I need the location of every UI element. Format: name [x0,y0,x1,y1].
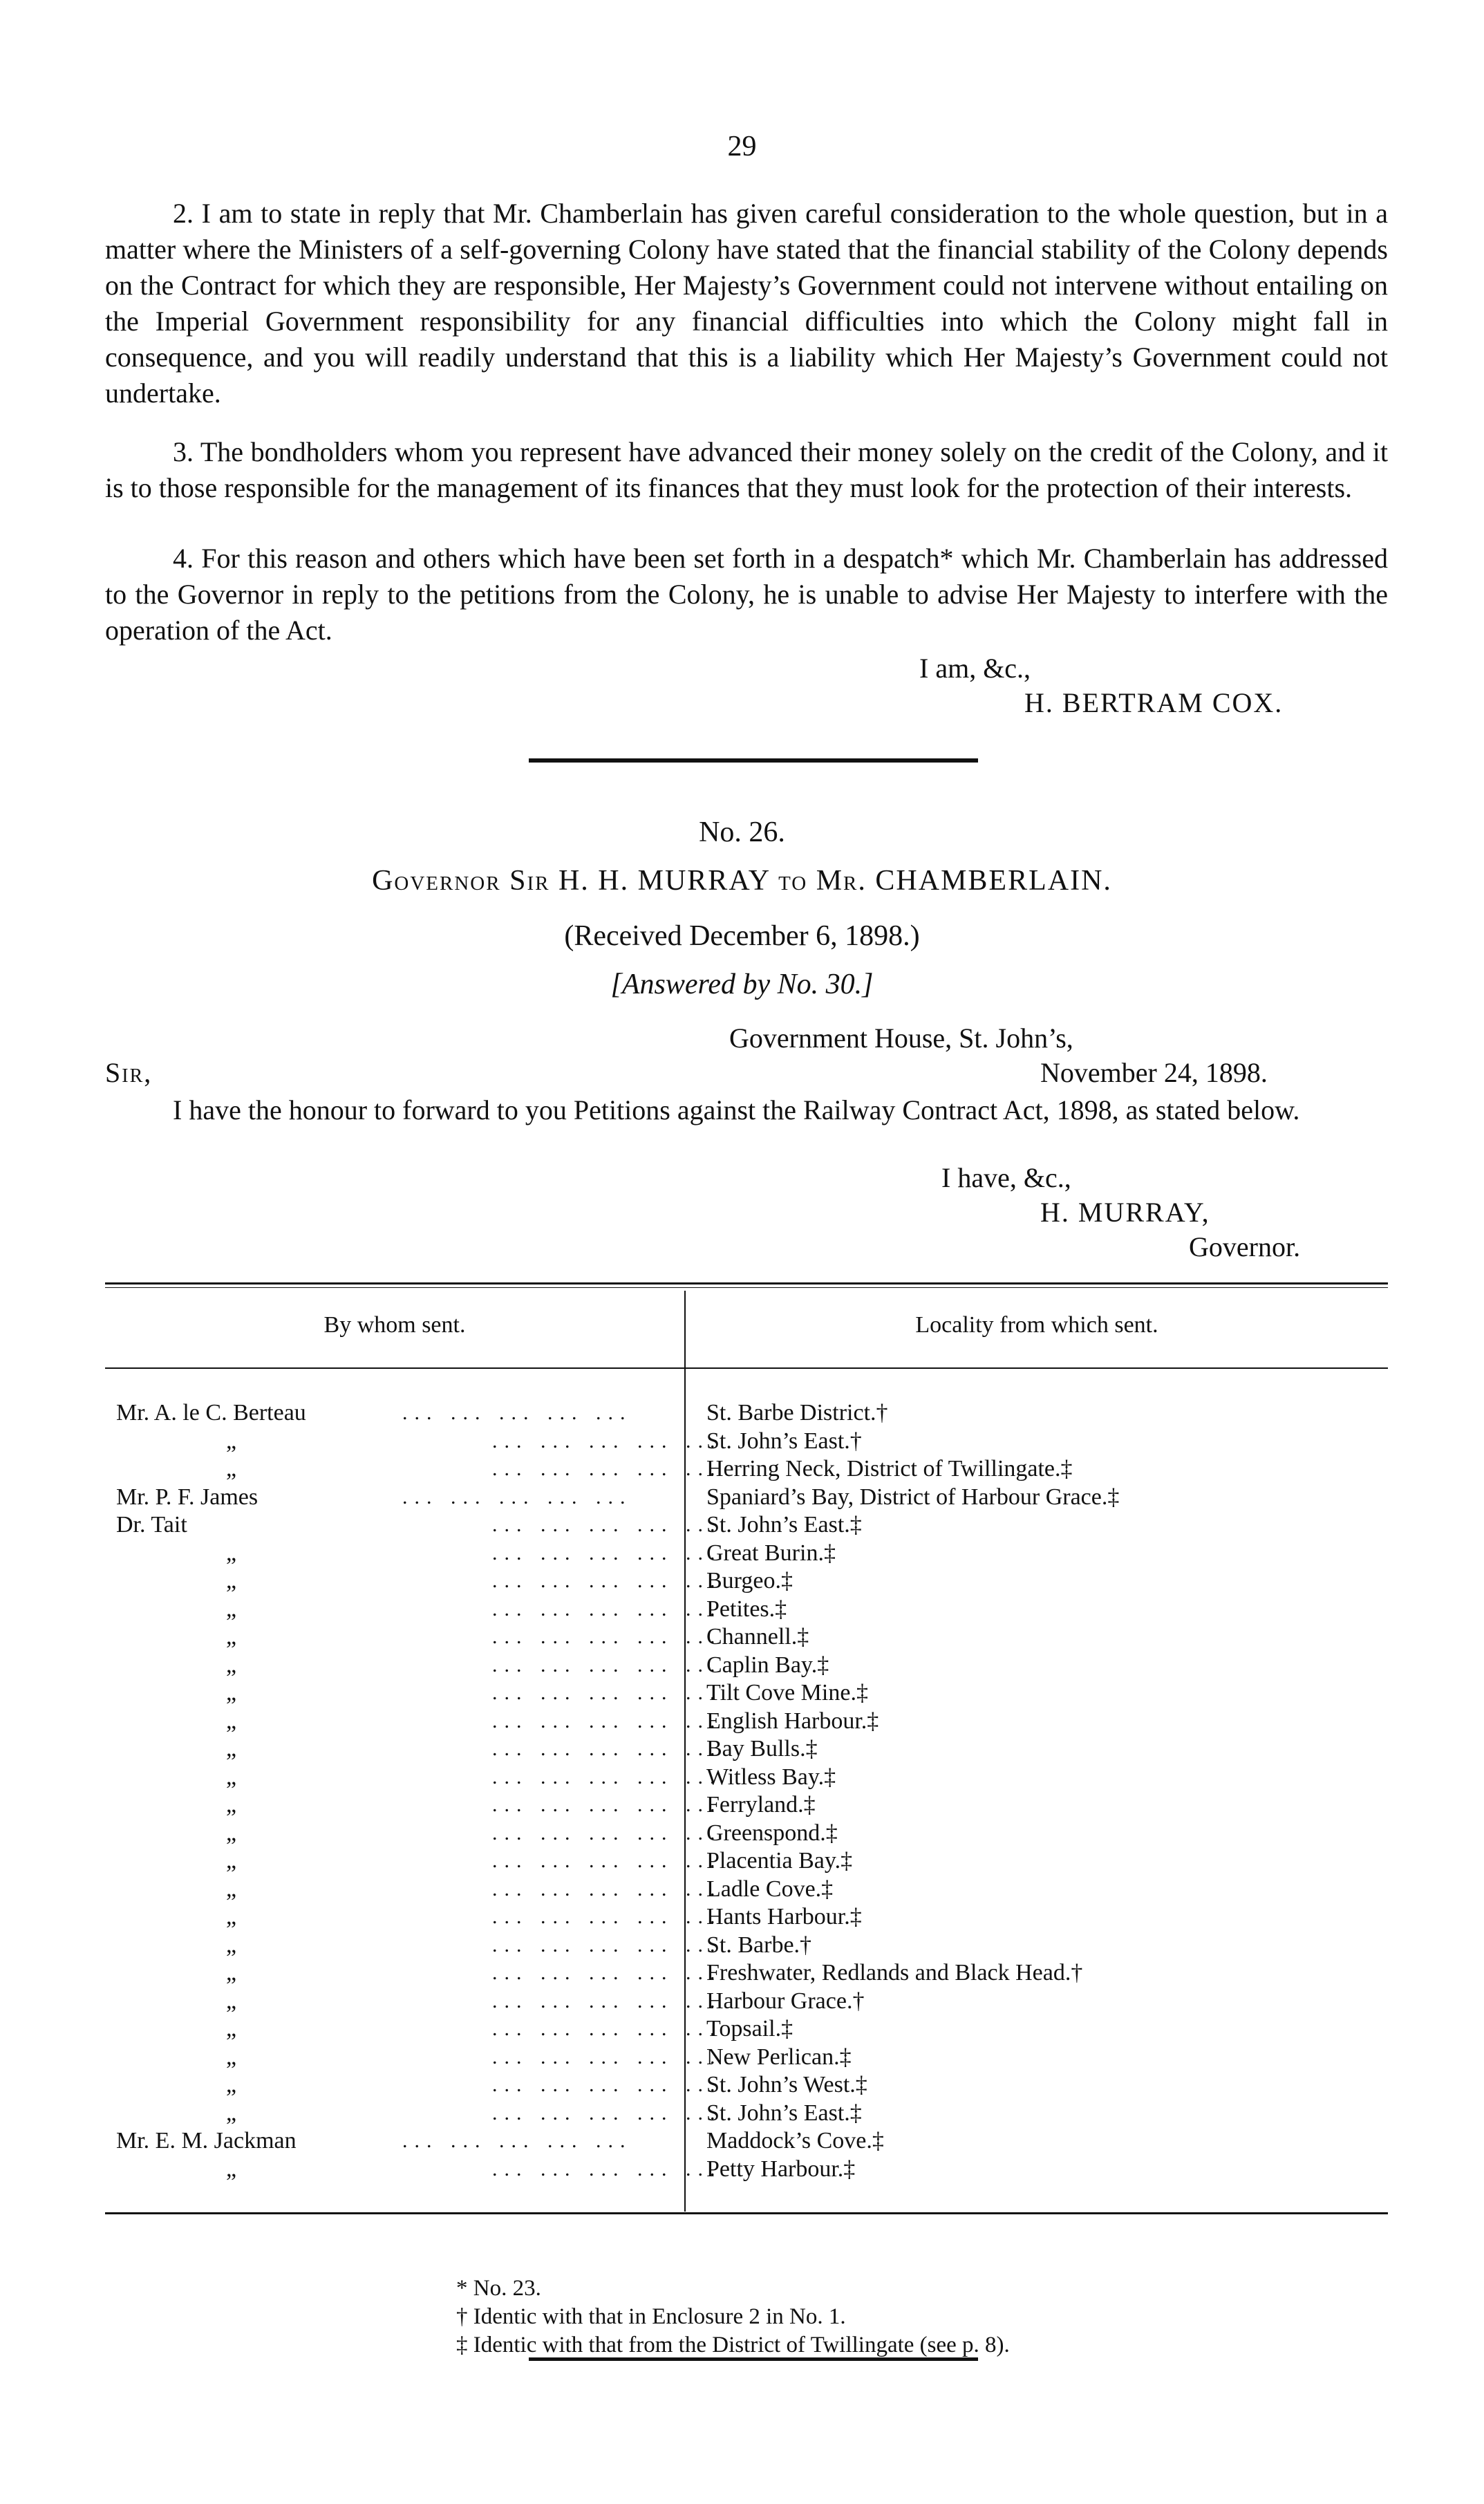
footnote: † Identic with that in Enclosure 2 in No. 1. [456,2304,846,2329]
row-leader-dots: ... ... ... ... ... [402,1401,632,1424]
despatch-salutation: Sir, [105,1057,153,1088]
row-locality: Bay Bulls.‡ [706,1736,818,1762]
table-body [105,1399,1388,2183]
row-sender: Mr. P. F. James [116,1484,259,1510]
table-header-rule [105,1367,1388,1369]
table-row [105,1540,1388,1568]
row-locality: St. John’s East.‡ [706,2100,862,2126]
row-leader-dots: ... ... ... ... ... [492,1989,722,2012]
row-sender: „ [226,1624,237,1650]
row-sender: „ [226,1568,237,1594]
row-leader-dots: ... ... ... ... ... [492,1765,722,1788]
row-sender: Mr. E. M. Jackman [116,2128,297,2153]
row-sender: „ [226,1904,237,1930]
row-leader-dots: ... ... ... ... ... [492,1429,722,1452]
section-divider [529,758,978,763]
letter-paragraph-4: 4. For this reason and others which have been set forth in a despatch* which Mr. Chamberlain has addressed to the Governor in reply to the petitions from the Colony, he is unable to advise Her Majesty to interfere with the operation of the Act. [105,543,1388,646]
row-sender: „ [226,1820,237,1846]
row-sender: „ [226,1960,237,1986]
row-leader-dots: ... ... ... ... ... [402,1485,632,1508]
table-row [105,1652,1388,1680]
table-row [105,1567,1388,1596]
row-leader-dots: ... ... ... ... ... [492,1513,722,1536]
row-leader-dots: ... ... ... ... ... [492,1625,722,1648]
row-locality: Petites.‡ [706,1596,787,1622]
row-sender: Dr. Tait [116,1512,187,1538]
row-leader-dots: ... ... ... ... ... [492,2157,722,2180]
row-locality: Topsail.‡ [706,2016,793,2041]
row-sender: „ [226,1456,237,1482]
despatch-heading: Governor Sir H. H. MURRAY to Mr. CHAMBERLAIN. [372,865,1112,897]
received-date: (Received December 6, 1898.) [564,920,920,952]
row-leader-dots: ... ... ... ... ... [492,1961,722,1984]
row-sender: „ [226,2016,237,2041]
row-locality: Tilt Cove Mine.‡ [706,1680,868,1706]
row-sender: „ [226,1540,237,1566]
despatch-signature: H. MURRAY, [1040,1197,1210,1228]
table-row [105,1932,1388,1960]
despatch-closing: I have, &c., [941,1162,1071,1193]
table-row [105,1876,1388,1904]
row-leader-dots: ... ... ... ... ... [492,2045,722,2068]
letter-paragraph-2: 2. I am to state in reply that Mr. Chamberlain has given careful consideration to the whole question, but in a matter where the Ministers of a self-governing Colony have stated that the financial stability of the Colony depends on the Contract for which they are responsible, Her Majesty’s Government could not intervene without entailing on the Imperial Government responsibility for any financial difficulties into which the Colony might fall in consequence, and you will readily understand that this is a liability which Her Majesty’s Government could not undertake. [105,198,1388,409]
row-sender: „ [226,2044,237,2070]
row-locality: Burgeo.‡ [706,1568,793,1594]
table-row [105,2100,1388,2128]
row-leader-dots: ... ... ... ... ... [492,1737,722,1760]
despatch-address: Government House, St. John’s, [729,1022,1073,1054]
table-row [105,1708,1388,1736]
footnote: * No. 23. [456,2276,541,2301]
row-leader-dots: ... ... ... ... ... [492,1849,722,1872]
table-row [105,2156,1388,2184]
table-row [105,1679,1388,1708]
despatch-body: I have the honour to forward to you Petitions against the Railway Contract Act, 1898, as stated below. [173,1094,1300,1125]
row-locality: St. Barbe District.† [706,1400,888,1426]
row-sender: „ [226,1652,237,1678]
table-top-rule-thin [105,1287,1388,1288]
table-row [105,1791,1388,1820]
row-sender: „ [226,1792,237,1818]
table-row [105,1988,1388,2016]
letter-signature: H. BERTRAM COX. [1024,687,1284,718]
table-row [105,1959,1388,1988]
row-sender: „ [226,1596,237,1622]
row-locality: Witless Bay.‡ [706,1764,836,1790]
table-row [105,1764,1388,1792]
row-leader-dots: ... ... ... ... ... [402,2129,632,2152]
table-row [105,2071,1388,2100]
despatch-date: November 24, 1898. [1040,1057,1268,1088]
footnote: ‡ Identic with that from the District of Twillingate (see p. 8). [456,2333,1010,2357]
row-leader-dots: ... ... ... ... ... [492,1709,722,1732]
row-leader-dots: ... ... ... ... ... [492,1933,722,1956]
row-leader-dots: ... ... ... ... ... [492,2101,722,2124]
row-locality: St. John’s East.† [706,1428,862,1454]
row-locality: Herring Neck, District of Twillingate.‡ [706,1456,1073,1482]
row-leader-dots: ... ... ... ... ... [492,2073,722,2096]
row-sender: „ [226,1988,237,2014]
table-bottom-rule [105,2212,1388,2214]
row-locality: Petty Harbour.‡ [706,2156,856,2182]
table-row [105,1455,1388,1484]
row-leader-dots: ... ... ... ... ... [492,1877,722,1900]
row-sender: „ [226,1932,237,1958]
table-row [105,2044,1388,2072]
row-locality: Spaniard’s Bay, District of Harbour Grace.‡ [706,1484,1120,1510]
row-locality: English Harbour.‡ [706,1708,879,1734]
row-sender: „ [226,1708,237,1734]
row-sender: „ [226,2072,237,2097]
row-leader-dots: ... ... ... ... ... [492,1681,722,1704]
row-locality: St. John’s East.‡ [706,1512,862,1538]
table-row [105,1511,1388,1540]
row-locality: Great Burin.‡ [706,1540,836,1566]
table-row [105,1903,1388,1932]
row-locality: St. John’s West.‡ [706,2072,867,2097]
table-row [105,1820,1388,1848]
table-row [105,1484,1388,1512]
row-leader-dots: ... ... ... ... ... [492,1793,722,1816]
table-row [105,1399,1388,1428]
closing-divider [529,2357,978,2361]
despatch-signer-title: Governor. [1189,1231,1301,1262]
row-locality: Harbour Grace.† [706,1988,865,2014]
row-locality: Ladle Cove.‡ [706,1876,834,1902]
row-leader-dots: ... ... ... ... ... [492,1541,722,1564]
row-leader-dots: ... ... ... ... ... [492,1457,722,1480]
row-sender: „ [226,1764,237,1790]
row-locality: Freshwater, Redlands and Black Head.† [706,1960,1083,1986]
row-locality: Channell.‡ [706,1624,809,1650]
table-row [105,1847,1388,1876]
row-leader-dots: ... ... ... ... ... [492,1597,722,1620]
despatch-number: No. 26. [699,816,785,848]
page-number: 29 [727,131,757,162]
table-row [105,1596,1388,1624]
row-sender: „ [226,1848,237,1874]
table-top-rule [105,1282,1388,1284]
row-locality: New Perlican.‡ [706,2044,852,2070]
row-locality: Caplin Bay.‡ [706,1652,829,1678]
row-sender: „ [226,1428,237,1454]
table-row [105,2127,1388,2156]
table-row [105,1428,1388,1456]
row-locality: Hants Harbour.‡ [706,1904,862,1930]
row-sender: „ [226,2100,237,2126]
row-sender: „ [226,1680,237,1706]
row-locality: Ferryland.‡ [706,1792,816,1818]
row-locality: Placentia Bay.‡ [706,1848,853,1874]
row-sender: „ [226,1876,237,1902]
table-row [105,1623,1388,1652]
table-row [105,1735,1388,1764]
row-sender: Mr. A. le C. Berteau [116,1400,306,1426]
letter-paragraph-3: 3. The bondholders whom you represent have advanced their money solely on the credit of the Colony, and it is to those responsible for the management of its finances that they must look for the protection of their interests. [105,436,1388,503]
row-sender: „ [226,2156,237,2182]
row-locality: Maddock’s Cove.‡ [706,2128,884,2153]
table-header-locality: Locality from which sent. [915,1312,1158,1338]
table-header-sender: By whom sent. [323,1312,466,1338]
row-sender: „ [226,1736,237,1762]
row-leader-dots: ... ... ... ... ... [492,1905,722,1928]
row-leader-dots: ... ... ... ... ... [492,1821,722,1844]
row-leader-dots: ... ... ... ... ... [492,1569,722,1592]
row-locality: Greenspond.‡ [706,1820,838,1846]
footnotes [456,2274,1010,2360]
table-row [105,2015,1388,2044]
row-leader-dots: ... ... ... ... ... [492,1653,722,1676]
row-leader-dots: ... ... ... ... ... [492,2017,722,2040]
answered-by: [Answered by No. 30.] [610,969,874,1000]
row-locality: St. Barbe.† [706,1932,812,1958]
letter-closing: I am, &c., [919,653,1031,684]
